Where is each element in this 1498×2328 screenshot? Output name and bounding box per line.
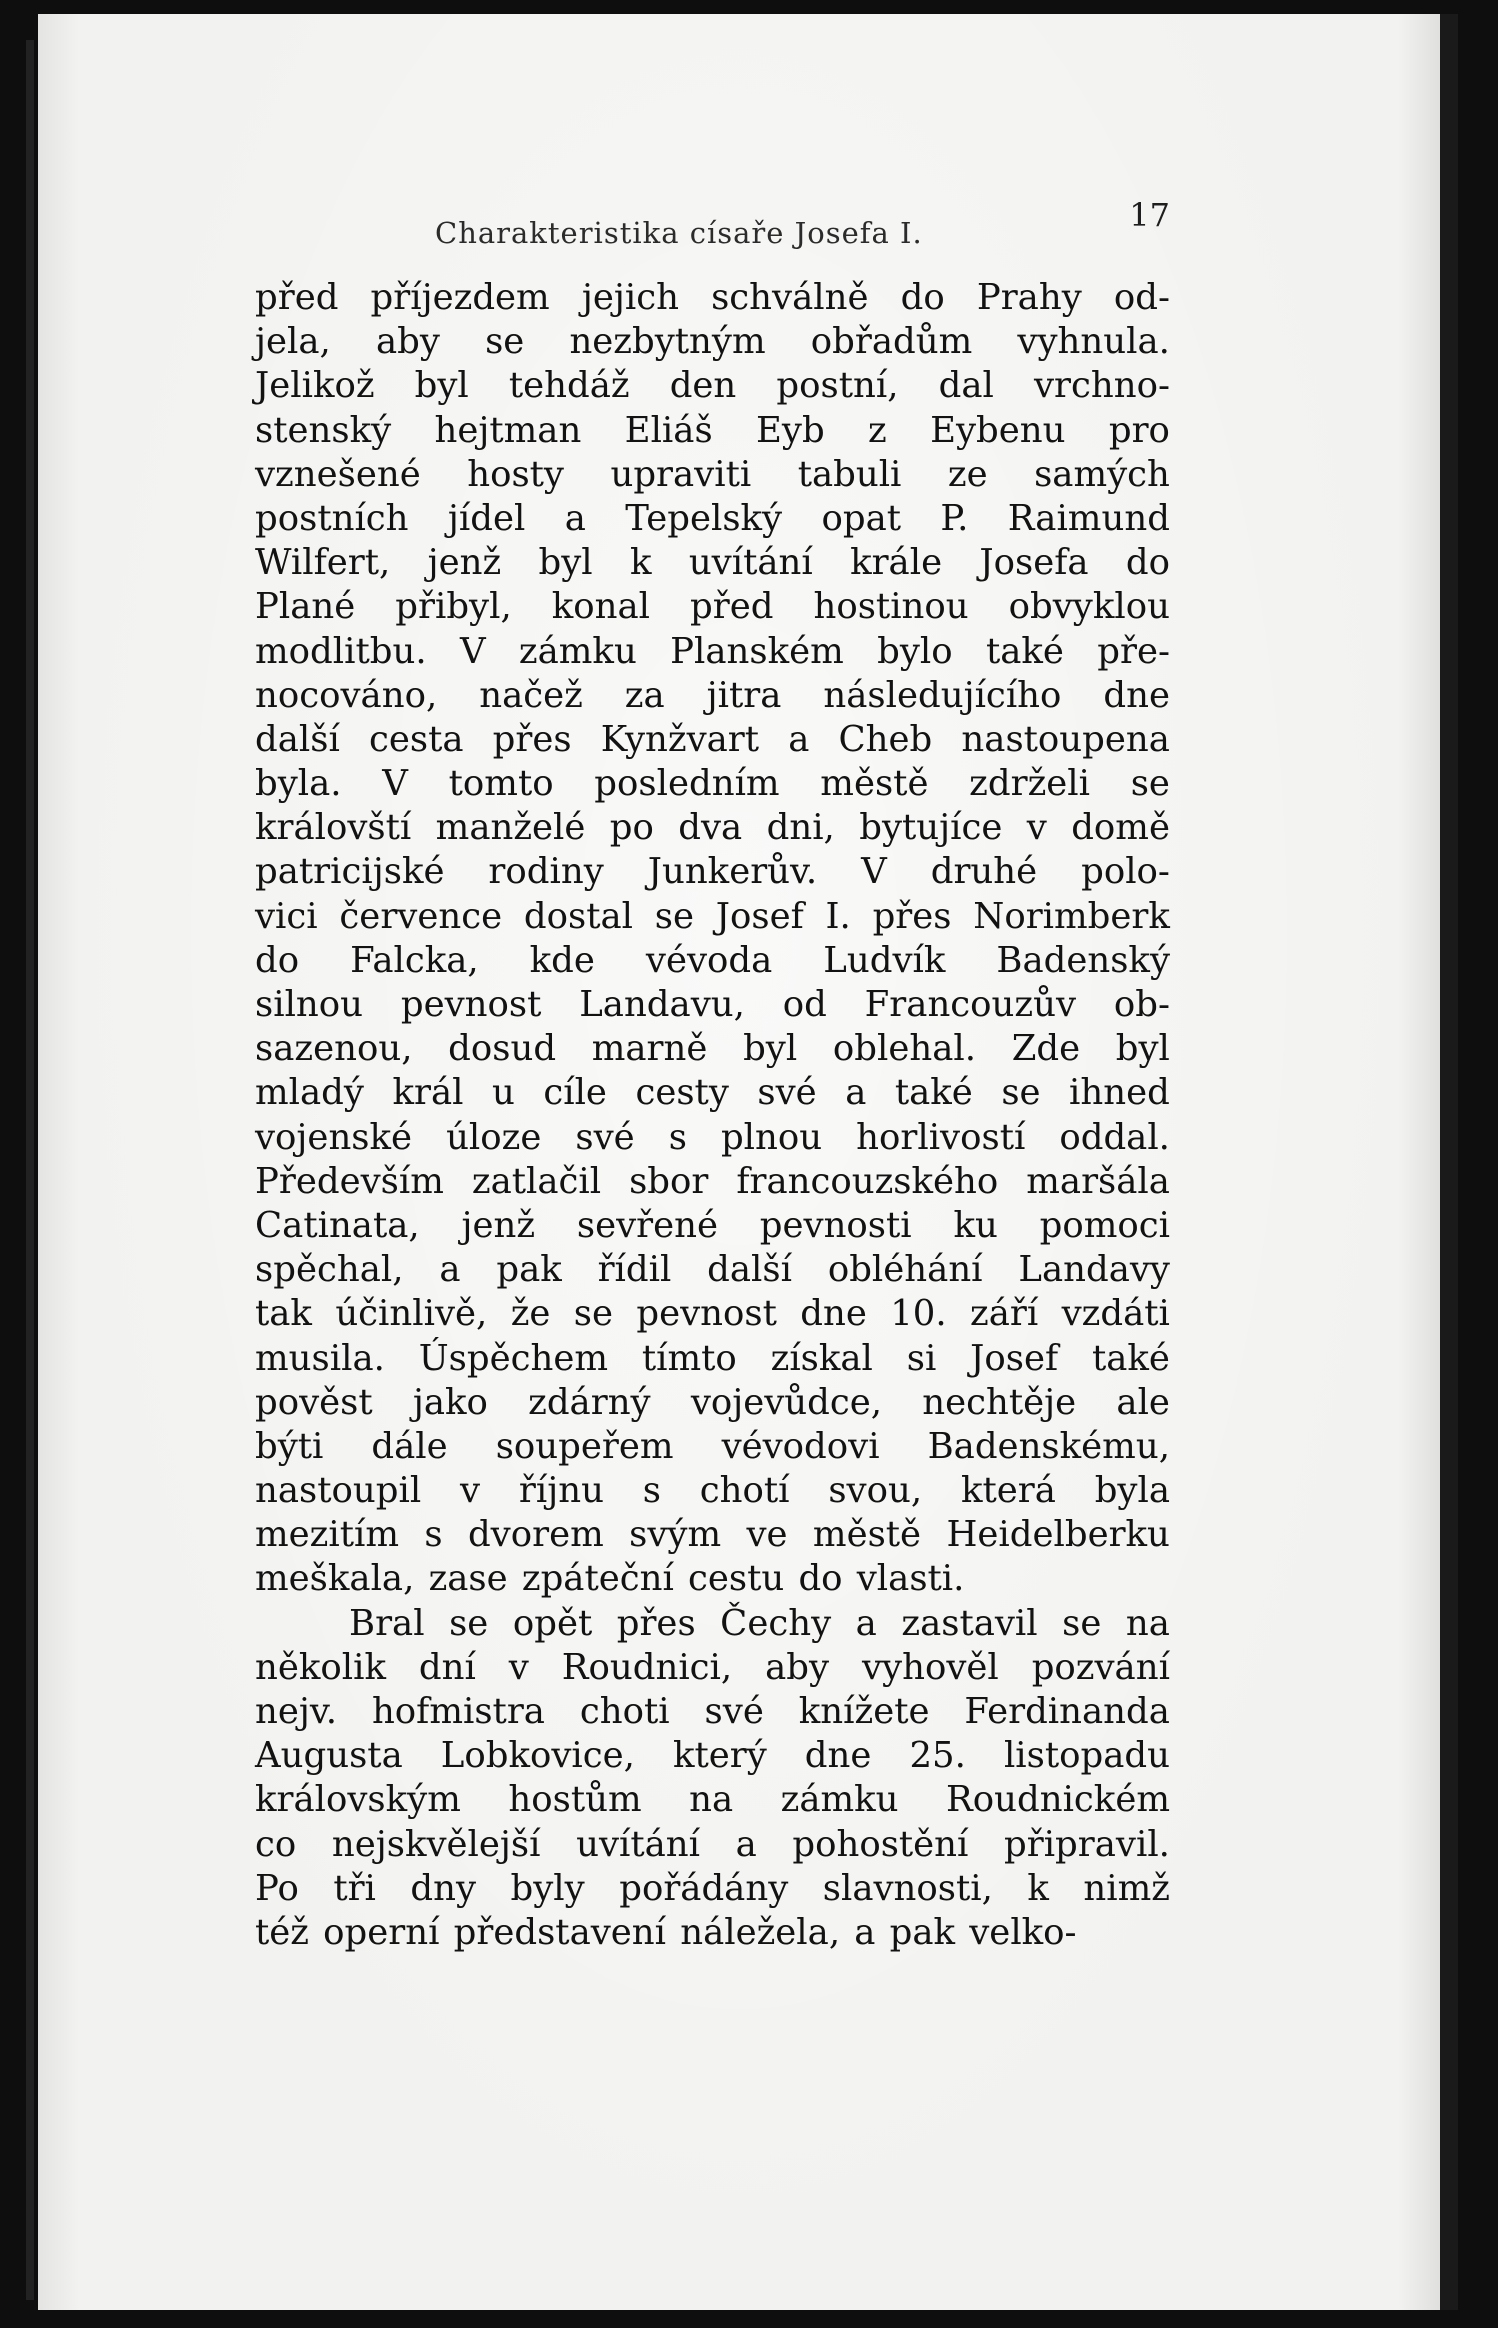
text-line: Po tři dny byly pořádány slavnosti, k nimž xyxy=(255,1867,1170,1909)
text-line: do Falcka, kde vévoda Ludvík Badenský xyxy=(255,939,1170,981)
text-line: Především zatlačil sbor francouzského maršála xyxy=(255,1160,1170,1202)
page-number: 17 xyxy=(1129,196,1170,234)
text-line: mezitím s dvorem svým ve městě Heidelberku xyxy=(255,1514,1170,1556)
text-line: byla. V tomto posledním městě zdrželi se xyxy=(255,763,1170,805)
text-line: pověst jako zdárný vojevůdce, nechtěje ale xyxy=(255,1381,1170,1423)
text-line: Bral se opět přes Čechy a zastavil se na xyxy=(349,1602,1170,1644)
text-line: Jelikož byl tehdáž den postní, dal vrchno- xyxy=(255,365,1170,407)
text-line: královským hostům na zámku Roudnickém xyxy=(255,1779,1170,1821)
text-line: další cesta přes Kynžvart a Cheb nastoupena xyxy=(255,718,1170,760)
text-line: mladý král u cíle cesty své a také se ihned xyxy=(255,1072,1170,1114)
text-line: nejv. hofmistra choti své knížete Ferdinanda xyxy=(255,1691,1170,1732)
text-line: vojenské úloze své s plnou horlivostí oddal. xyxy=(255,1116,1170,1158)
text-line: jela, aby se nezbytným obřadům vyhnula. xyxy=(255,321,1170,363)
body-text xyxy=(255,276,1170,1955)
text-line: před příjezdem jejich schválně do Prahy od- xyxy=(255,277,1170,318)
text-line: několik dní v Roudnici, aby vyhověl pozvání xyxy=(255,1646,1170,1688)
text-line: patricijské rodiny Junkerův. V druhé polo- xyxy=(255,851,1170,893)
text-line: spěchal, a pak řídil další obléhání Landavy xyxy=(255,1249,1170,1291)
text-line: sazenou, dosud marně byl oblehal. Zde byl xyxy=(255,1028,1170,1070)
text-line: musila. Úspěchem tímto získal si Josef také xyxy=(255,1337,1170,1379)
text-line: býti dále soupeřem vévodovi Badenskému, xyxy=(255,1425,1170,1467)
text-line: Plané přibyl, konal před hostinou obvyklou xyxy=(255,586,1170,628)
text-line: postních jídel a Tepelský opat P. Raimund xyxy=(255,497,1170,539)
text-line: nastoupil v říjnu s chotí svou, která byla xyxy=(255,1470,1170,1512)
text-line: modlitbu. V zámku Planském bylo také pře- xyxy=(255,630,1170,672)
text-line: vznešené hosty upraviti tabuli ze samých xyxy=(255,453,1170,495)
text-line: vici července dostal se Josef I. přes Norimberk xyxy=(255,895,1170,937)
text-line: Augusta Lobkovice, který dne 25. listopadu xyxy=(255,1735,1170,1777)
page-header xyxy=(255,196,1170,250)
text-line: meškala, zase zpáteční cestu do vlasti. xyxy=(255,1558,965,1600)
text-line: co nejskvělejší uvítání a pohostění připravil. xyxy=(255,1823,1170,1865)
text-line: nocováno, načež za jitra následujícího dne xyxy=(255,674,1170,716)
book-edge xyxy=(26,40,34,2300)
paragraph xyxy=(255,1602,1170,1956)
text-line: stenský hejtman Eliáš Eyb z Eybenu pro xyxy=(255,409,1170,451)
text-line: silnou pevnost Landavu, od Francouzův ob- xyxy=(255,984,1170,1025)
text-line: tak účinlivě, že se pevnost dne 10. září vzdáti xyxy=(255,1293,1170,1335)
text-line: Catinata, jenž sevřené pevnosti ku pomoci xyxy=(255,1204,1170,1246)
text-line: královští manželé po dva dni, bytujíce v domě xyxy=(255,807,1170,849)
paragraph xyxy=(255,276,1170,1602)
text-line: též operní představení náležela, a pak velko- xyxy=(255,1911,1077,1953)
running-head: Charakteristika císaře Josefa I. xyxy=(435,216,923,250)
text-line: Wilfert, jenž byl k uvítání krále Josefa do xyxy=(255,542,1170,584)
